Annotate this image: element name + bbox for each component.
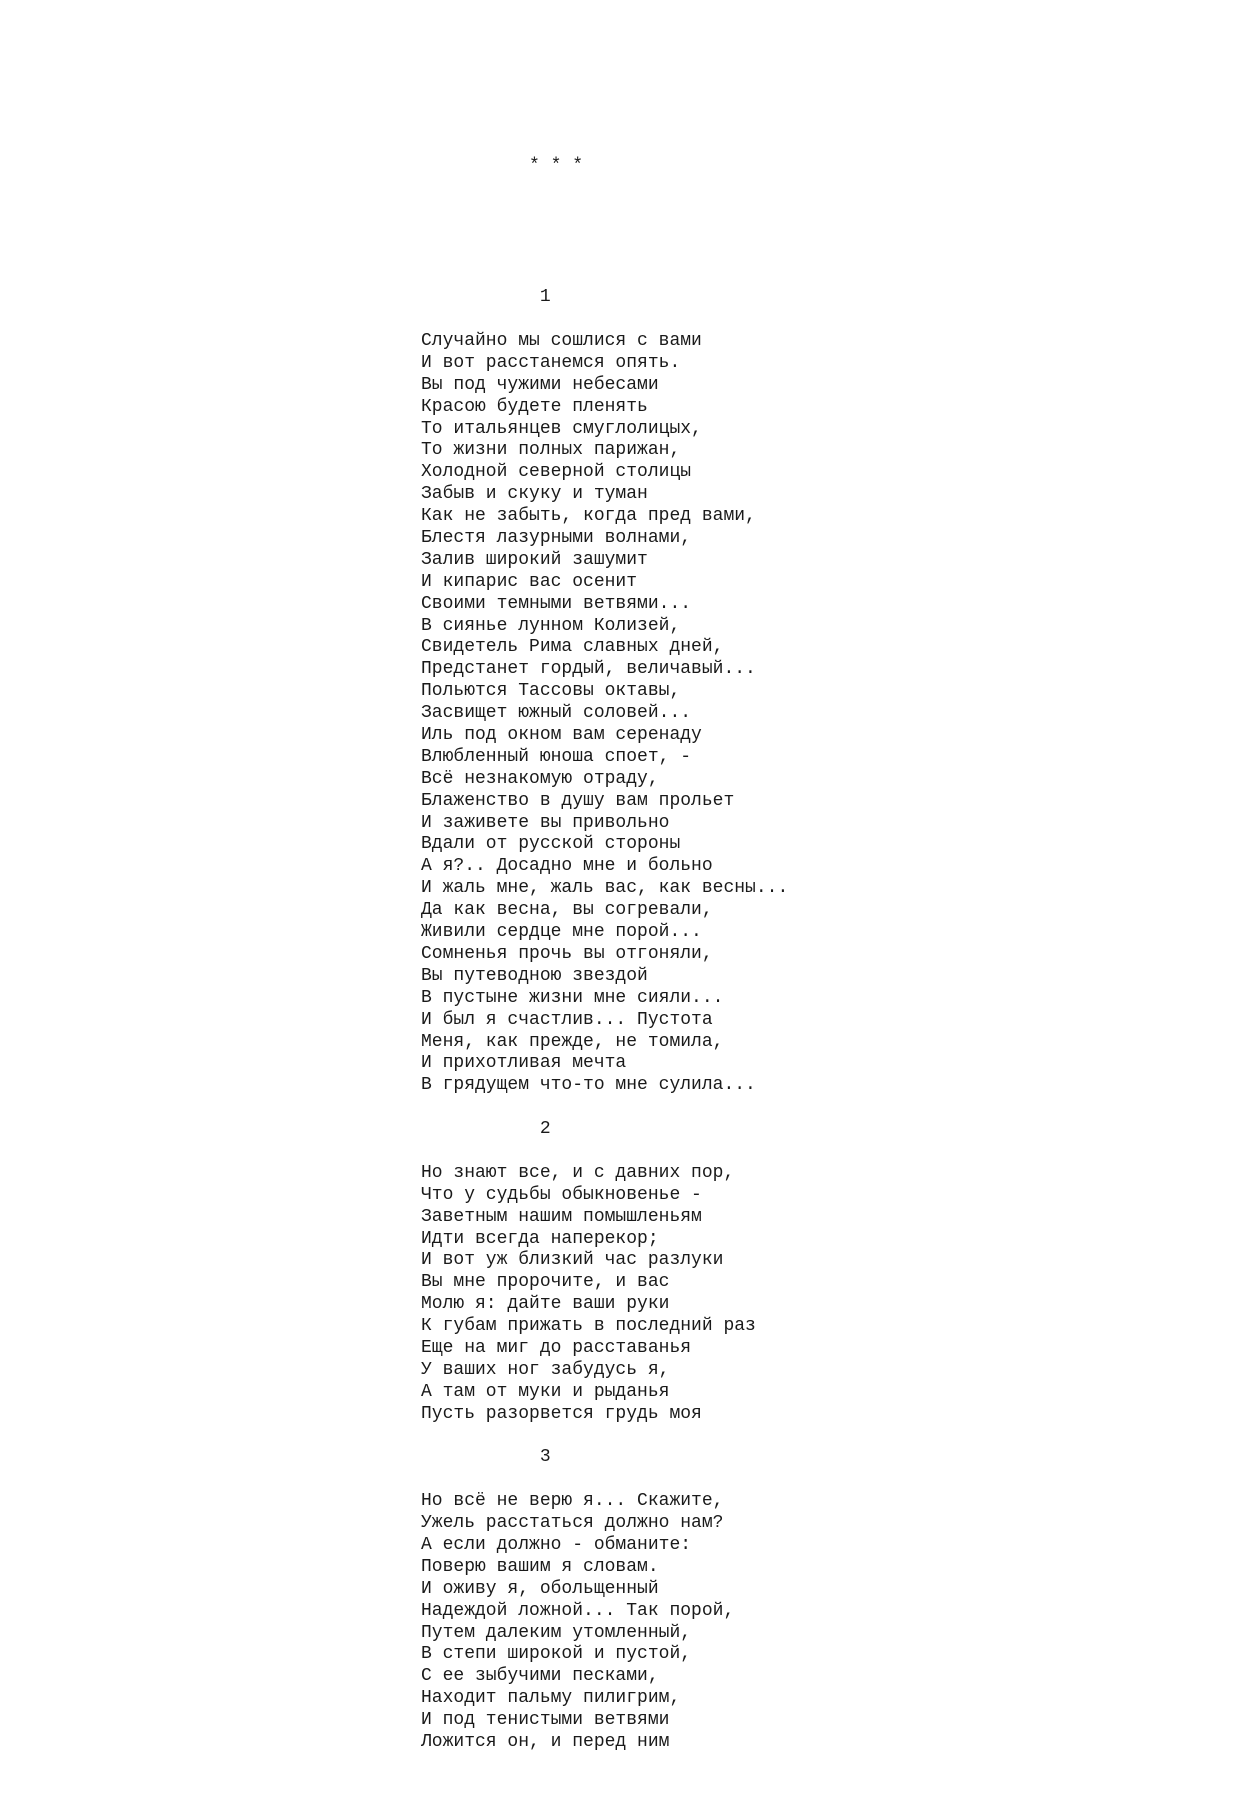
poem-line: А там от муки и рыданья <box>421 1381 670 1402</box>
poem-line: Всё незнакомую отраду, <box>421 768 659 789</box>
poem-line: И оживу я, обольщенный <box>421 1578 659 1599</box>
poem-line: Холодной северной столицы <box>421 462 692 483</box>
poem-line: И заживете вы привольно <box>421 812 670 833</box>
poem-line: Предстанет гордый, величавый... <box>421 659 756 680</box>
poem-line: И вот расстанемся опять. <box>421 352 681 373</box>
poem-line: С ее зыбучими песками, <box>421 1666 659 1687</box>
poem-line: Живили сердце мне порой... <box>421 922 702 943</box>
poem-line: То жизни полных парижан, <box>421 440 681 461</box>
poem-line: То итальянцев смуглолицых, <box>421 418 702 439</box>
poem-section <box>421 1119 1161 1447</box>
poem-line: В степи широкой и пустой, <box>421 1644 692 1665</box>
poem-line: Ужель расстаться должно нам? <box>421 1513 724 1534</box>
poem-line: Но знают все, и с давних пор, <box>421 1162 735 1183</box>
poem-section <box>421 1447 1161 1753</box>
poem-line: Меня, как прежде, не томила, <box>421 1031 724 1052</box>
poem-section <box>421 287 1161 1119</box>
poem-sections <box>421 287 1161 1754</box>
poem-line: Пусть разорвется грудь моя <box>421 1403 702 1424</box>
poem-line: Ложится он, и перед ним <box>421 1732 670 1752</box>
poem-line: Вы мне пророчите, и вас <box>421 1272 670 1293</box>
poem-line: Забыв и скуку и туман <box>421 484 648 505</box>
poem-line: И был я счастлив... Пустота <box>421 1009 713 1030</box>
poem-line: Как не забыть, когда пред вами, <box>421 506 756 527</box>
poem-line: Надеждой ложной... Так порой, <box>421 1600 735 1621</box>
poem-line: Поверю вашим я словам. <box>421 1556 659 1577</box>
poem-line: Влюбленный юноша споет, - <box>421 746 692 767</box>
poem-line: В сиянье лунном Колизей, <box>421 615 681 636</box>
poem-line: Красою будете пленять <box>421 396 648 417</box>
poem-line: Что у судьбы обыкновенье - <box>421 1184 702 1205</box>
poem-line: Иль под окном вам серенаду <box>421 725 702 746</box>
poem-line: Блестя лазурными волнами, <box>421 528 692 549</box>
poem-line: Идти всегда наперекор; <box>421 1228 659 1249</box>
poem-line: Своими темными ветвями... <box>421 593 692 614</box>
poem-line: Случайно мы сошлися с вами <box>421 331 702 351</box>
poem-line: В пустыне жизни мне сияли... <box>421 987 724 1008</box>
poem-line: Еще на миг до расставанья <box>421 1337 692 1358</box>
poem-line: И жаль мне, жаль вас, как весны... <box>421 878 789 899</box>
section-divider-stars: * * * <box>529 155 584 176</box>
poem-line: В грядущем что-то мне сулила... <box>421 1075 756 1096</box>
poem-line: Засвищет южный соловей... <box>421 703 692 724</box>
poem-line: Вы путеводною звездой <box>421 965 648 986</box>
poem-line: А я?.. Досадно мне и больно <box>421 856 713 877</box>
poem-line: Молю я: дайте ваши руки <box>421 1294 670 1315</box>
poem-line: Находит пальму пилигрим, <box>421 1688 681 1709</box>
poem-line: И вот уж близкий час разлуки <box>421 1250 724 1271</box>
poem-line: Залив широкий зашумит <box>421 549 648 570</box>
section-number: 3 <box>539 1447 551 1468</box>
poem-line: Сомненья прочь вы отгоняли, <box>421 943 713 964</box>
poem-line: Вы под чужими небесами <box>421 374 659 395</box>
poem-line: Путем далеким утомленный, <box>421 1622 692 1643</box>
poem-text <box>421 112 1161 1798</box>
poem-line: И под тенистыми ветвями <box>421 1710 670 1731</box>
poem-line: Вдали от русской стороны <box>421 834 681 855</box>
section-number: 2 <box>539 1119 551 1140</box>
poem-line: Да как весна, вы согревали, <box>421 900 713 921</box>
poem-line: И кипарис вас осенит <box>421 571 638 592</box>
section-number: 1 <box>539 287 551 308</box>
poem-line: И прихотливая мечта <box>421 1053 627 1074</box>
poem-line: Но всё не верю я... Скажите, <box>421 1491 724 1512</box>
poem-line: Блаженство в душу вам прольет <box>421 790 735 811</box>
poem-line: У ваших ног забудусь я, <box>421 1359 670 1380</box>
poem-line: Польются Тассовы октавы, <box>421 681 681 702</box>
poem-line: К губам прижать в последний раз <box>421 1316 756 1337</box>
poem-line: А если должно - обманите: <box>421 1534 692 1555</box>
poem-line: Свидетель Рима славных дней, <box>421 637 724 658</box>
poem-line: Заветным нашим помышленьям <box>421 1206 702 1227</box>
